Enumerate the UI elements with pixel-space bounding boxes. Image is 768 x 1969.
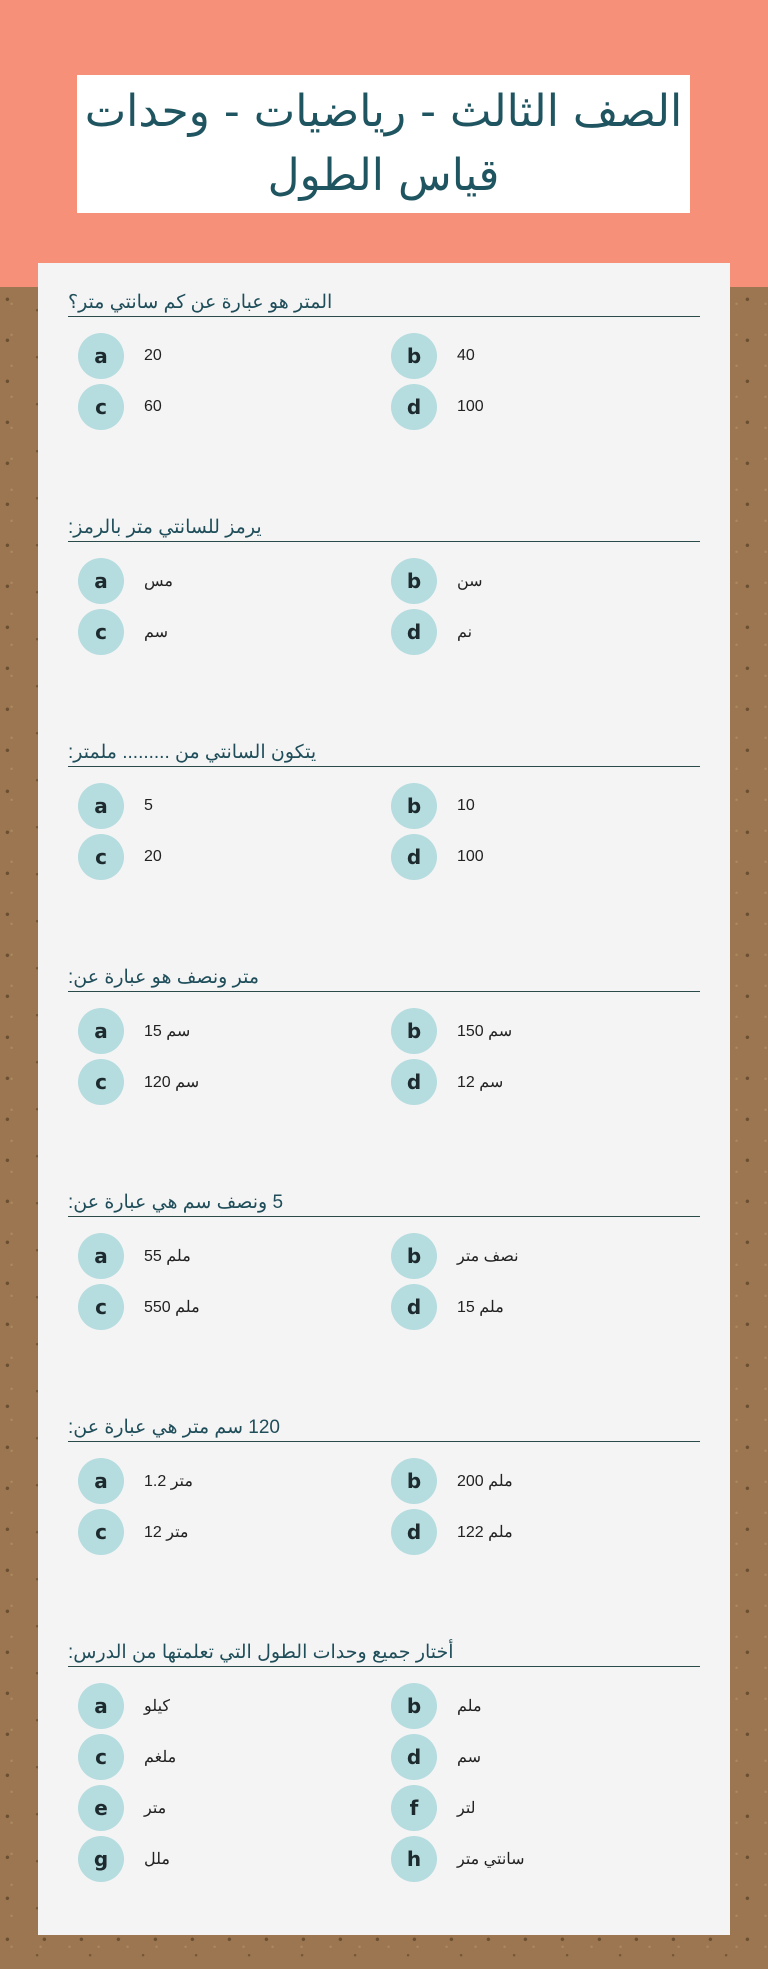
question-text: المتر هو عبارة عن كم سانتي متر؟ — [68, 292, 333, 313]
option-text: 20 — [144, 848, 162, 865]
option-text: 120 سم — [144, 1074, 200, 1091]
question-2 — [68, 515, 700, 644]
page-title: الصف الثالث - رياضيات - وحدات قياس الطول — [84, 86, 683, 201]
option-a[interactable] — [68, 558, 368, 604]
option-letter-badge: e — [78, 1785, 124, 1831]
option-letter-badge: d — [391, 834, 437, 880]
option-d[interactable] — [381, 1059, 681, 1105]
option-d[interactable] — [381, 1509, 681, 1555]
option-text: ملل — [144, 1851, 170, 1868]
option-text: 10 — [457, 797, 475, 814]
option-text: 40 — [457, 347, 475, 364]
option-text: 12 متر — [144, 1524, 189, 1541]
option-letter-badge: b — [391, 333, 437, 379]
option-letter-badge: a — [78, 1008, 124, 1054]
option-letter-badge: d — [391, 609, 437, 655]
option-b[interactable] — [381, 1008, 681, 1054]
option-letter-badge: b — [391, 783, 437, 829]
option-c[interactable] — [68, 384, 368, 430]
title-box — [77, 75, 690, 213]
option-letter-badge: b — [391, 1233, 437, 1279]
option-c[interactable] — [68, 1059, 368, 1105]
option-text: نصف متر — [457, 1248, 519, 1265]
option-text: 1.2 متر — [144, 1473, 193, 1490]
option-letter-badge: c — [78, 1509, 124, 1555]
divider — [68, 316, 700, 317]
option-text: 55 ملم — [144, 1248, 191, 1265]
option-letter-badge: h — [391, 1836, 437, 1882]
option-text: لتر — [457, 1800, 476, 1817]
option-text: 150 سم — [457, 1023, 513, 1040]
option-text: 100 — [457, 398, 484, 415]
divider — [68, 1666, 700, 1667]
question-text: أختار جميع وحدات الطول التي تعلمتها من الدرس: — [68, 1642, 454, 1663]
option-text: 15 ملم — [457, 1299, 504, 1316]
question-text: 120 سم متر هي عبارة عن: — [68, 1417, 280, 1438]
option-text: كيلو — [144, 1698, 171, 1715]
option-text: 12 سم — [457, 1074, 504, 1091]
option-letter-badge: a — [78, 1683, 124, 1729]
option-e[interactable] — [68, 1785, 368, 1831]
option-c[interactable] — [68, 834, 368, 880]
option-letter-badge: d — [391, 384, 437, 430]
option-d[interactable] — [381, 1284, 681, 1330]
question-4 — [68, 965, 700, 1094]
option-letter-badge: g — [78, 1836, 124, 1882]
divider — [68, 766, 700, 767]
option-b[interactable] — [381, 783, 681, 829]
option-c[interactable] — [68, 1284, 368, 1330]
header-banner — [0, 0, 768, 287]
option-text: 122 ملم — [457, 1524, 513, 1541]
option-letter-badge: c — [78, 1059, 124, 1105]
option-d[interactable] — [381, 384, 681, 430]
option-b[interactable] — [381, 1683, 681, 1729]
option-d[interactable] — [381, 834, 681, 880]
option-text: 20 — [144, 347, 162, 364]
divider — [68, 1441, 700, 1442]
option-a[interactable] — [68, 1683, 368, 1729]
option-letter-badge: b — [391, 1683, 437, 1729]
option-letter-badge: c — [78, 1284, 124, 1330]
option-b[interactable] — [381, 1458, 681, 1504]
option-a[interactable] — [68, 783, 368, 829]
quiz-card — [38, 263, 730, 1935]
option-letter-badge: d — [391, 1284, 437, 1330]
option-g[interactable] — [68, 1836, 368, 1882]
option-f[interactable] — [381, 1785, 681, 1831]
option-b[interactable] — [381, 1233, 681, 1279]
option-letter-badge: f — [391, 1785, 437, 1831]
option-letter-badge: c — [78, 609, 124, 655]
option-c[interactable] — [68, 1734, 368, 1780]
option-text: 100 — [457, 848, 484, 865]
option-text: ملغم — [144, 1749, 177, 1766]
option-letter-badge: b — [391, 1008, 437, 1054]
option-text: متر — [144, 1800, 167, 1817]
question-1 — [68, 290, 700, 419]
option-b[interactable] — [381, 333, 681, 379]
option-text: سم — [144, 624, 169, 641]
divider — [68, 1216, 700, 1217]
option-letter-badge: a — [78, 558, 124, 604]
option-d[interactable] — [381, 1734, 681, 1780]
question-text: متر ونصف هو عبارة عن: — [68, 967, 260, 988]
option-text: 60 — [144, 398, 162, 415]
option-text: سن — [457, 573, 483, 590]
option-c[interactable] — [68, 609, 368, 655]
option-letter-badge: c — [78, 384, 124, 430]
option-text: 200 ملم — [457, 1473, 513, 1490]
option-letter-badge: c — [78, 834, 124, 880]
divider — [68, 541, 700, 542]
option-letter-badge: b — [391, 1458, 437, 1504]
option-text: ملم — [457, 1698, 482, 1715]
question-3 — [68, 740, 700, 869]
option-letter-badge: d — [391, 1734, 437, 1780]
option-h[interactable] — [381, 1836, 681, 1882]
option-a[interactable] — [68, 1008, 368, 1054]
question-text: يتكون السانتي من ......... ملمتر: — [68, 742, 317, 763]
option-c[interactable] — [68, 1509, 368, 1555]
option-d[interactable] — [381, 609, 681, 655]
option-letter-badge: d — [391, 1509, 437, 1555]
option-letter-badge: d — [391, 1059, 437, 1105]
option-text: 5 — [144, 797, 153, 814]
option-letter-badge: b — [391, 558, 437, 604]
question-text: يرمز للسانتي متر بالرمز: — [68, 517, 262, 538]
option-letter-badge: a — [78, 333, 124, 379]
option-letter-badge: a — [78, 1458, 124, 1504]
divider — [68, 991, 700, 992]
option-a[interactable] — [68, 1233, 368, 1279]
option-text: مس — [144, 573, 173, 590]
question-7 — [68, 1640, 700, 1871]
option-text: نم — [457, 624, 473, 641]
question-6 — [68, 1415, 700, 1544]
option-text: سم — [457, 1749, 482, 1766]
option-a[interactable] — [68, 1458, 368, 1504]
question-5 — [68, 1190, 700, 1319]
option-text: 15 سم — [144, 1023, 191, 1040]
option-letter-badge: a — [78, 1233, 124, 1279]
option-text: 550 ملم — [144, 1299, 200, 1316]
option-a[interactable] — [68, 333, 368, 379]
option-letter-badge: a — [78, 783, 124, 829]
option-letter-badge: c — [78, 1734, 124, 1780]
option-text: سانتي متر — [457, 1851, 525, 1868]
question-text: 5 ونصف سم هي عبارة عن: — [68, 1192, 284, 1213]
option-b[interactable] — [381, 558, 681, 604]
